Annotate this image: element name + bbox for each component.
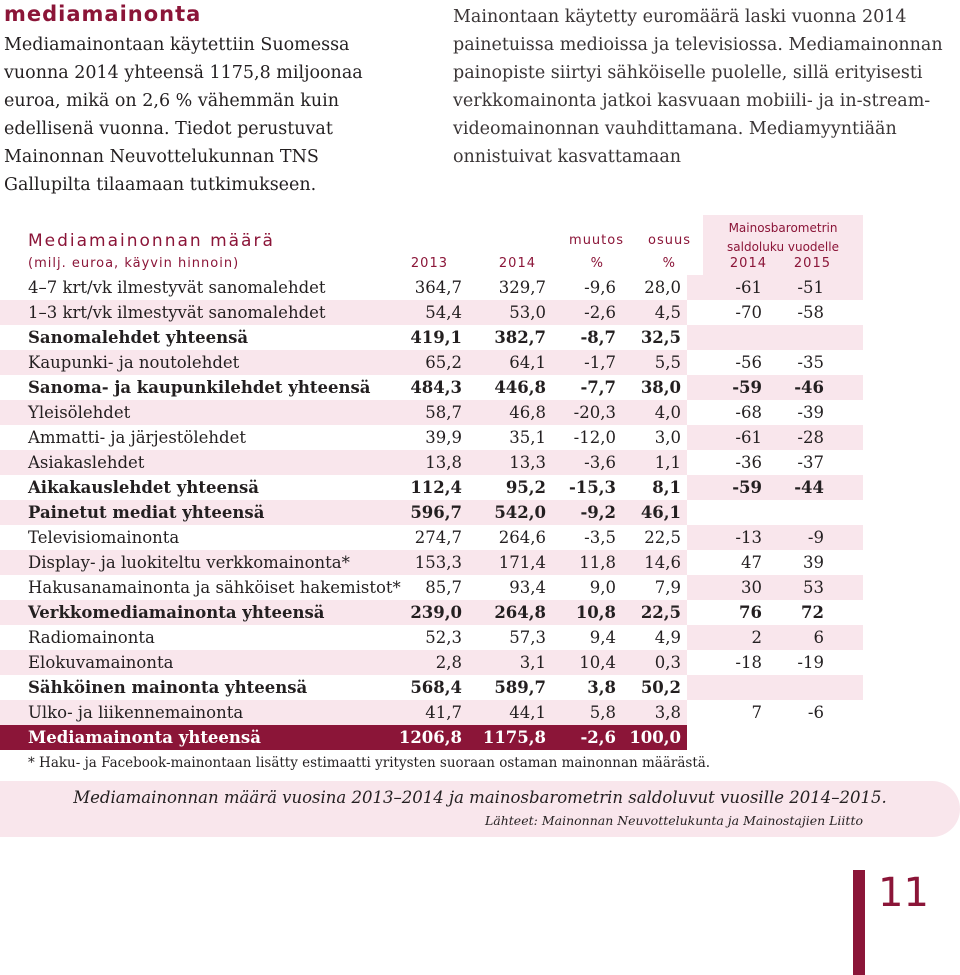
change-percent: 10,8 (548, 600, 618, 625)
table-row (0, 425, 863, 450)
barometer-2015 (766, 500, 824, 525)
barometer-title-line-1: Mainosbarometrin (728, 221, 838, 235)
barometer-2015: 6 (766, 625, 824, 650)
share-percent: 100,0 (618, 725, 687, 750)
barometer-2014: -36 (687, 450, 766, 475)
row-label: Mediamainonta yhteensä (0, 725, 380, 750)
change-percent: -3,5 (548, 525, 618, 550)
table-row (0, 475, 863, 500)
barometer-2014: -59 (687, 375, 766, 400)
value-2013: 239,0 (380, 600, 462, 625)
value-2013: 2,8 (380, 650, 462, 675)
spacer (824, 475, 863, 500)
change-percent: -9,6 (548, 275, 618, 300)
table-row (0, 400, 863, 425)
barometer-2015: -51 (766, 275, 824, 300)
barometer-2015: -44 (766, 475, 824, 500)
spacer (824, 325, 863, 350)
table-row (0, 600, 863, 625)
barometer-2014: -59 (687, 475, 766, 500)
value-2014: 95,2 (462, 475, 548, 500)
value-2013: 58,7 (380, 400, 462, 425)
barometer-2014: -56 (687, 350, 766, 375)
page-number-bar (853, 870, 865, 975)
value-2014: 35,1 (462, 425, 548, 450)
spacer (824, 650, 863, 675)
table-row (0, 575, 863, 600)
value-2013: 65,2 (380, 350, 462, 375)
share-percent: 4,9 (618, 625, 687, 650)
spacer (824, 425, 863, 450)
table-row (0, 625, 863, 650)
barometer-2015: -9 (766, 525, 824, 550)
barometer-2015: -37 (766, 450, 824, 475)
barometer-header-title (703, 219, 863, 257)
column-header-baro-2015: 2015 (793, 256, 831, 271)
table-header (0, 215, 960, 275)
change-percent: -20,3 (548, 400, 618, 425)
value-2013: 39,9 (380, 425, 462, 450)
spacer (824, 625, 863, 650)
barometer-2014 (687, 325, 766, 350)
share-percent: 7,9 (618, 575, 687, 600)
share-percent: 22,5 (618, 525, 687, 550)
row-label: Asiakaslehdet (0, 450, 380, 475)
row-label: Televisiomainonta (0, 525, 380, 550)
share-percent: 0,3 (618, 650, 687, 675)
row-label: Painetut mediat yhteensä (0, 500, 380, 525)
barometer-2014: -68 (687, 400, 766, 425)
spacer (824, 525, 863, 550)
row-label: Sanomalehdet yhteensä (0, 325, 380, 350)
barometer-2015: 39 (766, 550, 824, 575)
change-percent: -3,6 (548, 450, 618, 475)
table-row (0, 500, 863, 525)
share-percent: 28,0 (618, 275, 687, 300)
value-2014: 446,8 (462, 375, 548, 400)
value-2013: 13,8 (380, 450, 462, 475)
barometer-2015 (766, 675, 824, 700)
row-label: Display- ja luokiteltu verkkomainonta* (0, 550, 380, 575)
change-percent: -1,7 (548, 350, 618, 375)
table-row (0, 450, 863, 475)
barometer-2015: -58 (766, 300, 824, 325)
spacer (824, 575, 863, 600)
column-header-baro-2014: 2014 (729, 256, 767, 271)
spacer (824, 350, 863, 375)
barometer-2015: 53 (766, 575, 824, 600)
table-caption: Mediamainonnan määrä vuosina 2013–2014 ja mainosbarometrin saldoluvut vuosille 2014–2015. (73, 788, 887, 807)
spacer (824, 675, 863, 700)
change-percent: -7,7 (548, 375, 618, 400)
value-2014: 1175,8 (462, 725, 548, 750)
share-percent: 3,0 (618, 425, 687, 450)
change-percent: -15,3 (548, 475, 618, 500)
share-percent: 50,2 (618, 675, 687, 700)
share-percent: 38,0 (618, 375, 687, 400)
spacer (824, 500, 863, 525)
table-row (0, 350, 863, 375)
share-percent: 3,8 (618, 700, 687, 725)
value-2013: 484,3 (380, 375, 462, 400)
row-label: Yleisölehdet (0, 400, 380, 425)
row-label: Sanoma- ja kaupunkilehdet yhteensä (0, 375, 380, 400)
row-label: Verkkomediamainonta yhteensä (0, 600, 380, 625)
value-2014: 542,0 (462, 500, 548, 525)
change-percent: -9,2 (548, 500, 618, 525)
barometer-2014: -13 (687, 525, 766, 550)
barometer-2015: -6 (766, 700, 824, 725)
column-header-osuus-unit: % (662, 256, 676, 271)
table-subtitle: (milj. euroa, käyvin hinnoin) (28, 256, 240, 271)
spacer (824, 700, 863, 725)
value-2013: 419,1 (380, 325, 462, 350)
column-header-2013: 2013 (410, 256, 448, 271)
value-2014: 13,3 (462, 450, 548, 475)
table-row (0, 325, 863, 350)
value-2014: 264,8 (462, 600, 548, 625)
row-label: Aikakauslehdet yhteensä (0, 475, 380, 500)
spacer (824, 400, 863, 425)
share-percent: 1,1 (618, 450, 687, 475)
column-header-muutos-unit: % (590, 256, 604, 271)
change-percent: -2,6 (548, 725, 618, 750)
table-row (0, 700, 863, 725)
barometer-title-line-2: saldoluku vuodelle (727, 240, 839, 254)
row-label: Elokuvamainonta (0, 650, 380, 675)
row-label: Hakusanamainonta ja sähköiset hakemistot* (0, 575, 380, 600)
value-2013: 54,4 (380, 300, 462, 325)
share-percent: 46,1 (618, 500, 687, 525)
share-percent: 8,1 (618, 475, 687, 500)
barometer-2015: 72 (766, 600, 824, 625)
table-row (0, 275, 863, 300)
media-advertising-table (0, 275, 863, 750)
barometer-2015: -39 (766, 400, 824, 425)
share-percent: 4,5 (618, 300, 687, 325)
value-2014: 46,8 (462, 400, 548, 425)
value-2013: 41,7 (380, 700, 462, 725)
value-2014: 57,3 (462, 625, 548, 650)
value-2013: 596,7 (380, 500, 462, 525)
table-row (0, 550, 863, 575)
table-row (0, 650, 863, 675)
change-percent: -12,0 (548, 425, 618, 450)
value-2013: 153,3 (380, 550, 462, 575)
barometer-2014: 7 (687, 700, 766, 725)
barometer-2014: -18 (687, 650, 766, 675)
change-percent: 5,8 (548, 700, 618, 725)
value-2014: 171,4 (462, 550, 548, 575)
barometer-2014 (687, 675, 766, 700)
share-percent: 4,0 (618, 400, 687, 425)
change-percent: -8,7 (548, 325, 618, 350)
value-2014: 93,4 (462, 575, 548, 600)
barometer-2014: 30 (687, 575, 766, 600)
spacer (824, 725, 863, 750)
value-2013: 274,7 (380, 525, 462, 550)
spacer (824, 275, 863, 300)
spacer (824, 550, 863, 575)
column-header-muutos: muutos (569, 233, 624, 248)
change-percent: 10,4 (548, 650, 618, 675)
spacer (824, 600, 863, 625)
table-row-total (0, 725, 863, 750)
barometer-2014: 47 (687, 550, 766, 575)
barometer-2015: -46 (766, 375, 824, 400)
column-header-osuus: osuus (648, 233, 691, 248)
row-label: 1–3 krt/vk ilmestyvät sanomalehdet (0, 300, 380, 325)
barometer-2015: -28 (766, 425, 824, 450)
value-2013: 85,7 (380, 575, 462, 600)
change-percent: 9,0 (548, 575, 618, 600)
change-percent: 11,8 (548, 550, 618, 575)
section-heading: mediamainonta (4, 2, 202, 26)
change-percent: 3,8 (548, 675, 618, 700)
barometer-2015: -19 (766, 650, 824, 675)
share-percent: 32,5 (618, 325, 687, 350)
share-percent: 14,6 (618, 550, 687, 575)
value-2014: 3,1 (462, 650, 548, 675)
barometer-2014: 2 (687, 625, 766, 650)
barometer-2014: -61 (687, 275, 766, 300)
barometer-2014: -70 (687, 300, 766, 325)
change-percent: -2,6 (548, 300, 618, 325)
spacer (824, 375, 863, 400)
value-2014: 382,7 (462, 325, 548, 350)
barometer-2015: -35 (766, 350, 824, 375)
value-2013: 1206,8 (380, 725, 462, 750)
spacer (824, 450, 863, 475)
table-row (0, 675, 863, 700)
row-label: Ammatti- ja järjestölehdet (0, 425, 380, 450)
barometer-2014 (687, 500, 766, 525)
value-2014: 53,0 (462, 300, 548, 325)
intro-text-right: Mainontaan käytetty euromäärä laski vuonna 2014 painetuissa medioissa ja televisiossa. Mediamainonnan painopiste siirtyi sähköiselle puolelle, sillä erityisesti verkkomainonta jatkoi kasvuaan mobiili- ja in-stream-videomainonnan vauhdittamana. Mediamyyntiään onnistuivat kasvattamaan (453, 7, 943, 167)
row-label: Kaupunki- ja noutolehdet (0, 350, 380, 375)
barometer-2015 (766, 325, 824, 350)
row-label: Sähköinen mainonta yhteensä (0, 675, 380, 700)
row-label: 4–7 krt/vk ilmestyvät sanomalehdet (0, 275, 380, 300)
value-2014: 264,6 (462, 525, 548, 550)
table-row (0, 525, 863, 550)
share-percent: 22,5 (618, 600, 687, 625)
change-percent: 9,4 (548, 625, 618, 650)
spacer (824, 300, 863, 325)
share-percent: 5,5 (618, 350, 687, 375)
row-label: Ulko- ja liikennemainonta (0, 700, 380, 725)
value-2014: 589,7 (462, 675, 548, 700)
page-number: 11 (878, 870, 929, 916)
table-row (0, 300, 863, 325)
barometer-2014 (687, 725, 766, 750)
source-note: Lähteet: Mainonnan Neuvottelukunta ja Mainostajien Liitto (484, 813, 863, 828)
value-2013: 364,7 (380, 275, 462, 300)
value-2013: 112,4 (380, 475, 462, 500)
barometer-2015 (766, 725, 824, 750)
value-2013: 52,3 (380, 625, 462, 650)
value-2014: 64,1 (462, 350, 548, 375)
row-label: Radiomainonta (0, 625, 380, 650)
intro-text-left: Mediamainontaan käytettiin Suomessa vuonna 2014 yhteensä 1175,8 miljoonaa euroa, mikä on 2,6 % vähemmän kuin edellisenä vuonna. Tiedot perustuvat Mainonnan Neuvottelukunnan TNS Gallupilta tilaamaan tutkimukseen. (4, 35, 363, 195)
table-title: Mediamainonnan määrä (28, 231, 275, 251)
column-header-2014: 2014 (498, 256, 536, 271)
barometer-2014: 76 (687, 600, 766, 625)
value-2014: 329,7 (462, 275, 548, 300)
barometer-2014: -61 (687, 425, 766, 450)
table-row (0, 375, 863, 400)
value-2014: 44,1 (462, 700, 548, 725)
footnote: * Haku- ja Facebook-mainontaan lisätty estimaatti yritysten suoraan ostaman mainonnan määrästä. (28, 755, 711, 771)
value-2013: 568,4 (380, 675, 462, 700)
